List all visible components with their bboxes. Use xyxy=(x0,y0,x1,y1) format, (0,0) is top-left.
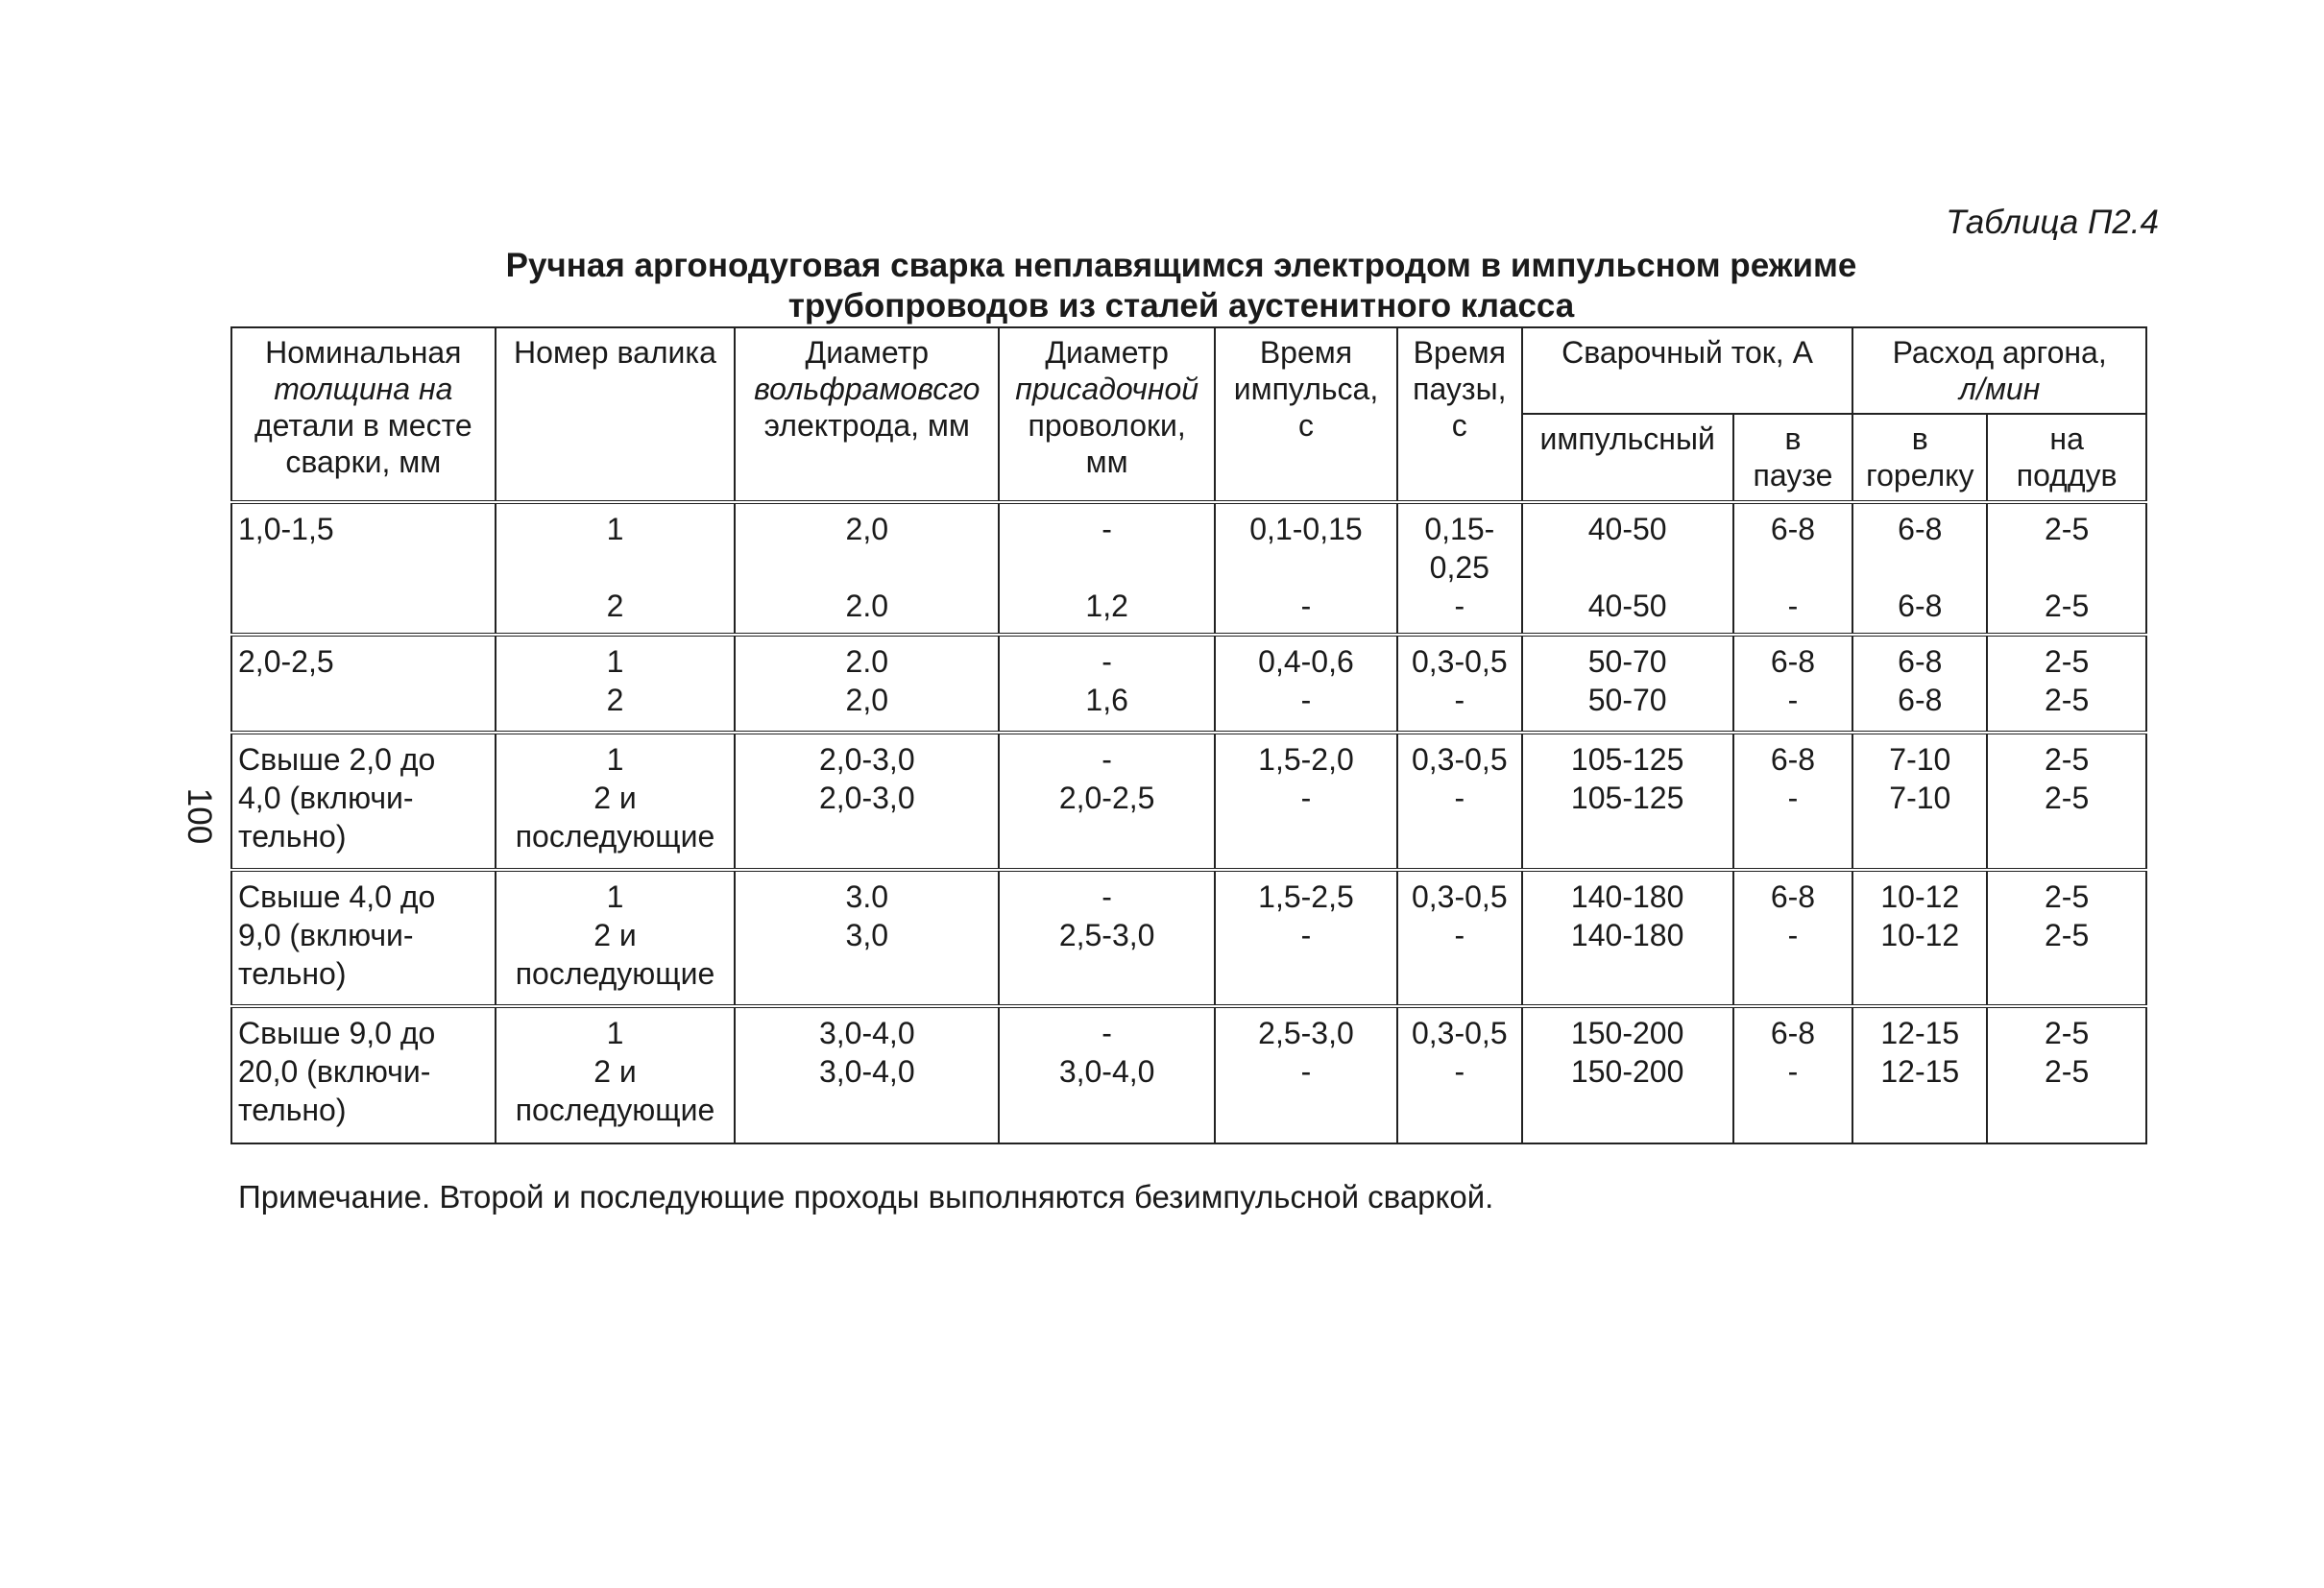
cell-current-pulse: 50-70 50-70 xyxy=(1522,635,1733,733)
header-current-pause: в паузе xyxy=(1733,414,1853,502)
cell-pass: 1 2 и последующие xyxy=(496,870,736,1007)
header-thickness: Номинальная толщина на детали в месте сварки, мм xyxy=(231,327,496,502)
cell-thickness: 1,0-1,5 xyxy=(231,502,496,635)
cell-tungsten: 2,0 2.0 xyxy=(735,502,999,635)
cell-tungsten: 3.0 3,0 xyxy=(735,870,999,1007)
header-argon-backing: на поддув xyxy=(1987,414,2146,502)
cell-current-pulse: 40-50 40-50 xyxy=(1522,502,1733,635)
cell-tungsten: 2,0-3,0 2,0-3,0 xyxy=(735,733,999,870)
cell-pause-time: 0,3-0,5 - xyxy=(1397,733,1522,870)
cell-current-pause: 6-8 - xyxy=(1733,635,1853,733)
cell-pause-time: 0,15- 0,25 - xyxy=(1397,502,1522,635)
row-group-5 xyxy=(231,1006,2146,1143)
header-filler-diameter: Диаметр присадочной проволоки, мм xyxy=(999,327,1215,502)
table-row xyxy=(231,502,2146,635)
cell-current-pause: 6-8 - xyxy=(1733,502,1853,635)
cell-pulse-time: 0,4-0,6 - xyxy=(1215,635,1397,733)
cell-thickness: Свыше 9,0 до 20,0 (включи- тельно) xyxy=(231,1006,496,1143)
cell-pass: 1 2 и последующие xyxy=(496,1006,736,1143)
cell-filler: - 2,5-3,0 xyxy=(999,870,1215,1007)
cell-pause-time: 0,3-0,5 - xyxy=(1397,1006,1522,1143)
cell-current-pause: 6-8 - xyxy=(1733,733,1853,870)
cell-filler: - 2,0-2,5 xyxy=(999,733,1215,870)
table-label: Таблица П2.4 xyxy=(1946,204,2159,241)
header-pause-time: Время паузы, с xyxy=(1397,327,1522,502)
table-row xyxy=(231,870,2146,1007)
cell-argon-backing: 2-5 2-5 xyxy=(1987,870,2146,1007)
cell-current-pause: 6-8 - xyxy=(1733,870,1853,1007)
cell-argon-torch: 7-10 7-10 xyxy=(1852,733,1987,870)
welding-parameters-table xyxy=(230,326,2147,1144)
cell-thickness: 2,0-2,5 xyxy=(231,635,496,733)
cell-pass: 1 2 и последующие xyxy=(496,733,736,870)
cell-current-pulse: 105-125 105-125 xyxy=(1522,733,1733,870)
header-tungsten-diameter: Диаметр вольфрамовсго электрода, мм xyxy=(735,327,999,502)
cell-argon-torch: 10-12 10-12 xyxy=(1852,870,1987,1007)
table-row xyxy=(231,733,2146,870)
cell-pulse-time: 0,1-0,15 - xyxy=(1215,502,1397,635)
cell-pause-time: 0,3-0,5 - xyxy=(1397,635,1522,733)
table-title xyxy=(230,246,2132,326)
row-group-2 xyxy=(231,635,2146,733)
table-row xyxy=(231,1006,2146,1143)
cell-filler: - 1,2 xyxy=(999,502,1215,635)
row-group-3 xyxy=(231,733,2146,870)
header-argon-flow: Расход аргона, л/мин xyxy=(1852,327,2146,414)
table-header xyxy=(231,327,2146,502)
cell-current-pause: 6-8 - xyxy=(1733,1006,1853,1143)
cell-pass: 1 2 xyxy=(496,502,736,635)
cell-argon-backing: 2-5 2-5 xyxy=(1987,502,2146,635)
cell-tungsten: 3,0-4,0 3,0-4,0 xyxy=(735,1006,999,1143)
cell-filler: - 3,0-4,0 xyxy=(999,1006,1215,1143)
row-group-1 xyxy=(231,502,2146,635)
title-line-2: трубопроводов из сталей аустенитного класса xyxy=(787,287,1575,325)
table-row xyxy=(231,635,2146,733)
cell-pulse-time: 1,5-2,0 - xyxy=(1215,733,1397,870)
cell-pulse-time: 2,5-3,0 - xyxy=(1215,1006,1397,1143)
cell-argon-backing: 2-5 2-5 xyxy=(1987,1006,2146,1143)
cell-argon-backing: 2-5 2-5 xyxy=(1987,635,2146,733)
cell-tungsten: 2.0 2,0 xyxy=(735,635,999,733)
cell-argon-torch: 6-8 6-8 xyxy=(1852,502,1987,635)
cell-pulse-time: 1,5-2,5 - xyxy=(1215,870,1397,1007)
cell-argon-torch: 12-15 12-15 xyxy=(1852,1006,1987,1143)
header-argon-torch: в горелку xyxy=(1852,414,1987,502)
cell-current-pulse: 140-180 140-180 xyxy=(1522,870,1733,1007)
table-note: Примечание. Второй и последующие проходы выполняются безимпульсной сваркой. xyxy=(238,1179,1494,1215)
title-line-1: Ручная аргонодуговая сварка неплавящимся электродом в импульсном режиме xyxy=(505,247,1857,284)
cell-argon-torch: 6-8 6-8 xyxy=(1852,635,1987,733)
header-pass-number: Номер валика xyxy=(496,327,736,502)
cell-pass: 1 2 xyxy=(496,635,736,733)
row-group-4 xyxy=(231,870,2146,1007)
cell-current-pulse: 150-200 150-200 xyxy=(1522,1006,1733,1143)
cell-pause-time: 0,3-0,5 - xyxy=(1397,870,1522,1007)
cell-argon-backing: 2-5 2-5 xyxy=(1987,733,2146,870)
page-number: 100 xyxy=(181,787,219,845)
cell-filler: - 1,6 xyxy=(999,635,1215,733)
header-pulse-time: Время импульса, с xyxy=(1215,327,1397,502)
header-current-pulse: импульсный xyxy=(1522,414,1733,502)
header-welding-current: Сварочный ток, А xyxy=(1522,327,1853,414)
cell-thickness: Свыше 2,0 до 4,0 (включи- тельно) xyxy=(231,733,496,870)
cell-thickness: Свыше 4,0 до 9,0 (включи- тельно) xyxy=(231,870,496,1007)
